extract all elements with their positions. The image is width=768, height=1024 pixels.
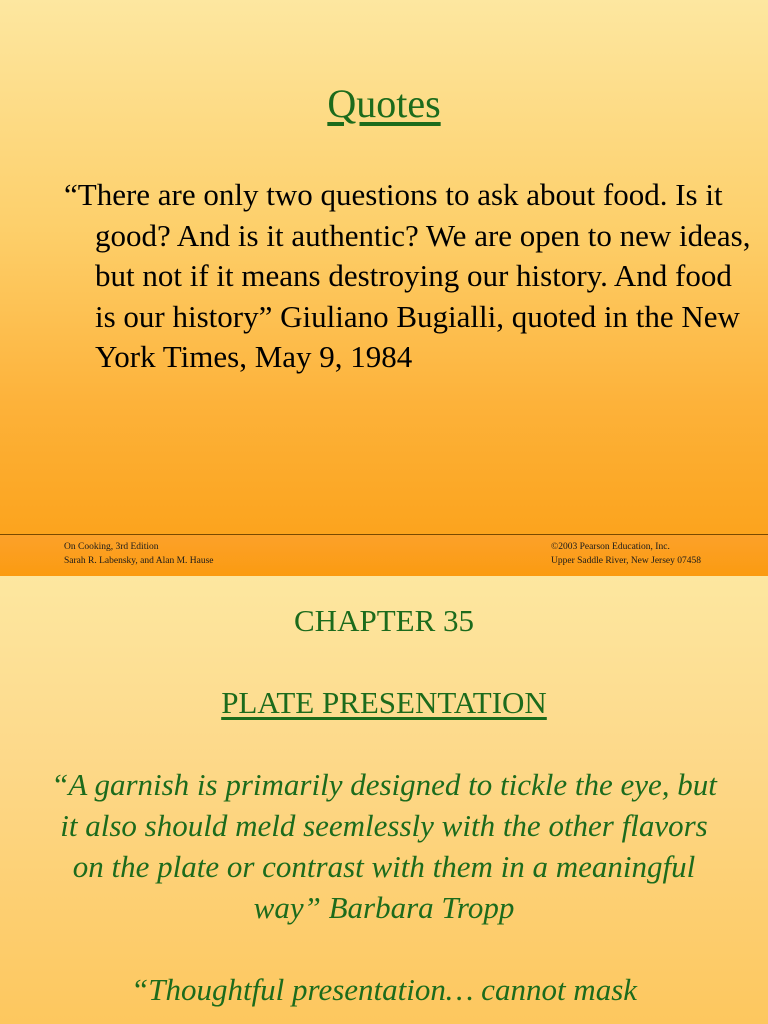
footer-authors: Sarah R. Labensky, and Alan M. Hause [64,555,214,566]
slide-title: Quotes [327,81,441,126]
presentation-quote: “Thoughtful presentation… cannot mask [130,972,638,1007]
quote-text: “There are only two questions to ask about food. Is it good? And is it authentic? We are open to new ideas, but not if it means destroying our history. And food is our history” Giuliano Bugialli, quoted in the New York Times, May 9, 1984 [64,177,751,374]
footer-book-info [64,541,214,568]
footer-book-title: On Cooking, 3rd Edition [64,542,159,552]
footer-address: Upper Saddle River, New Jersey 07458 [551,555,702,566]
chapter-heading: CHAPTER 35 [294,603,474,638]
slide-title: PLATE PRESENTATION [221,685,547,720]
footer-copyright: ©2003 Pearson Education, Inc. [551,542,670,552]
footer-publisher-info [551,541,701,568]
slide-footer [0,534,768,576]
garnish-quote: “A garnish is primarily designed to tickle the eye, but it also should meld seemlessly with the other flavors on the plate or contrast with them in a meaningful way” Barbara Tropp [51,767,717,925]
